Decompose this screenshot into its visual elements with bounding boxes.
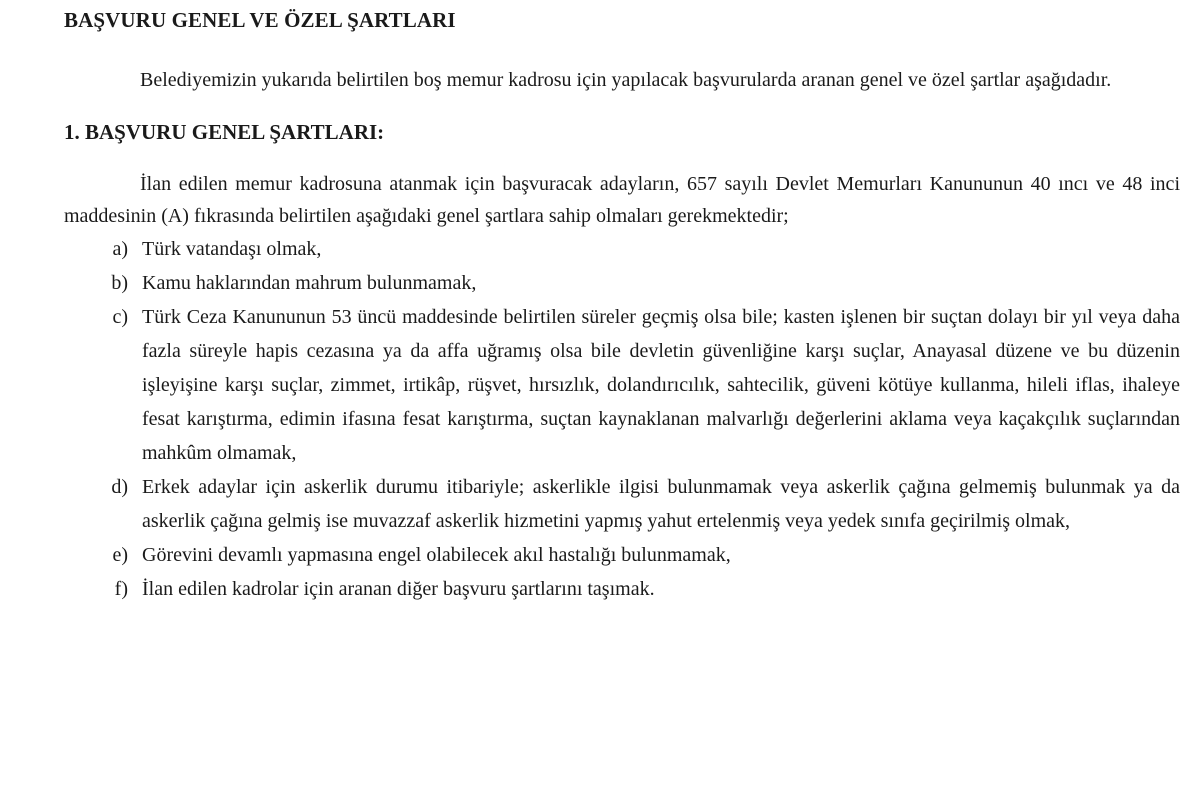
section-intro-paragraph: İlan edilen memur kadrosuna atanmak için başvuracak adayların, 657 sayılı Devlet Memurları Kanununun 40 ıncı ve 48 inci maddesinin (A) fıkrasında belirtilen aşağıdaki genel şartlara sahip olmaları gerekmektedir; [64, 173, 1180, 227]
condition-letter: c) [112, 306, 128, 328]
condition-item-f [64, 572, 1180, 606]
condition-text: Erkek adaylar için askerlik durumu itibariyle; askerlikle ilgisi bulunmamak veya askerlik çağına gelmemiş bulunmak ya da askerlik çağına gelmiş ise muvazzaf askerlik hizmetini yapmış yahut ertelenmiş veya yedek sınıfa geçirilmiş olmak, [142, 476, 1180, 532]
condition-item-d [64, 470, 1180, 538]
condition-letter: e) [112, 544, 128, 566]
document-title: BAŞVURU GENEL VE ÖZEL ŞARTLARI [64, 8, 456, 32]
conditions-list [64, 232, 1180, 606]
condition-letter: f) [114, 578, 128, 600]
condition-text: Türk vatandaşı olmak, [142, 238, 322, 260]
condition-item-a [64, 232, 1180, 266]
condition-letter: a) [112, 238, 128, 260]
intro-paragraph: Belediyemizin yukarıda belirtilen boş memur kadrosu için yapılacak başvurularda aranan genel ve özel şartlar aşağıdadır. [140, 69, 1112, 91]
condition-item-b [64, 266, 1180, 300]
condition-item-c [64, 300, 1180, 470]
condition-text: Kamu haklarından mahrum bulunmamak, [142, 272, 477, 294]
document-page [64, 6, 1180, 606]
condition-letter: d) [111, 476, 128, 498]
condition-item-e [64, 538, 1180, 572]
condition-letter: b) [111, 272, 128, 294]
condition-text: İlan edilen kadrolar için aranan diğer başvuru şartlarını taşımak. [142, 578, 655, 600]
condition-text: Türk Ceza Kanununun 53 üncü maddesinde belirtilen süreler geçmiş olsa bile; kasten işlenen bir suçtan dolayı bir yıl veya daha fazla süreyle hapis cezasına ya da affa uğramış olsa bile devletin güvenliğine karşı suçlar, Anayasal düzene ve bu düzenin işleyişine karşı suçlar, zimmet, irtikâp, rüşvet, hırsızlık, dolandırıcılık, sahtecilik, güveni kötüye kullanma, hileli iflas, ihaleye fesat karıştırma, edimin ifasına fesat karıştırma, suçtan kaynaklanan malvarlığı değerlerini aklama veya kaçakçılık suçlarından mahkûm olmamak, [142, 306, 1180, 464]
section-title: 1. BAŞVURU GENEL ŞARTLARI: [64, 120, 385, 144]
condition-text: Görevini devamlı yapmasına engel olabilecek akıl hastalığı bulunmamak, [142, 544, 731, 566]
